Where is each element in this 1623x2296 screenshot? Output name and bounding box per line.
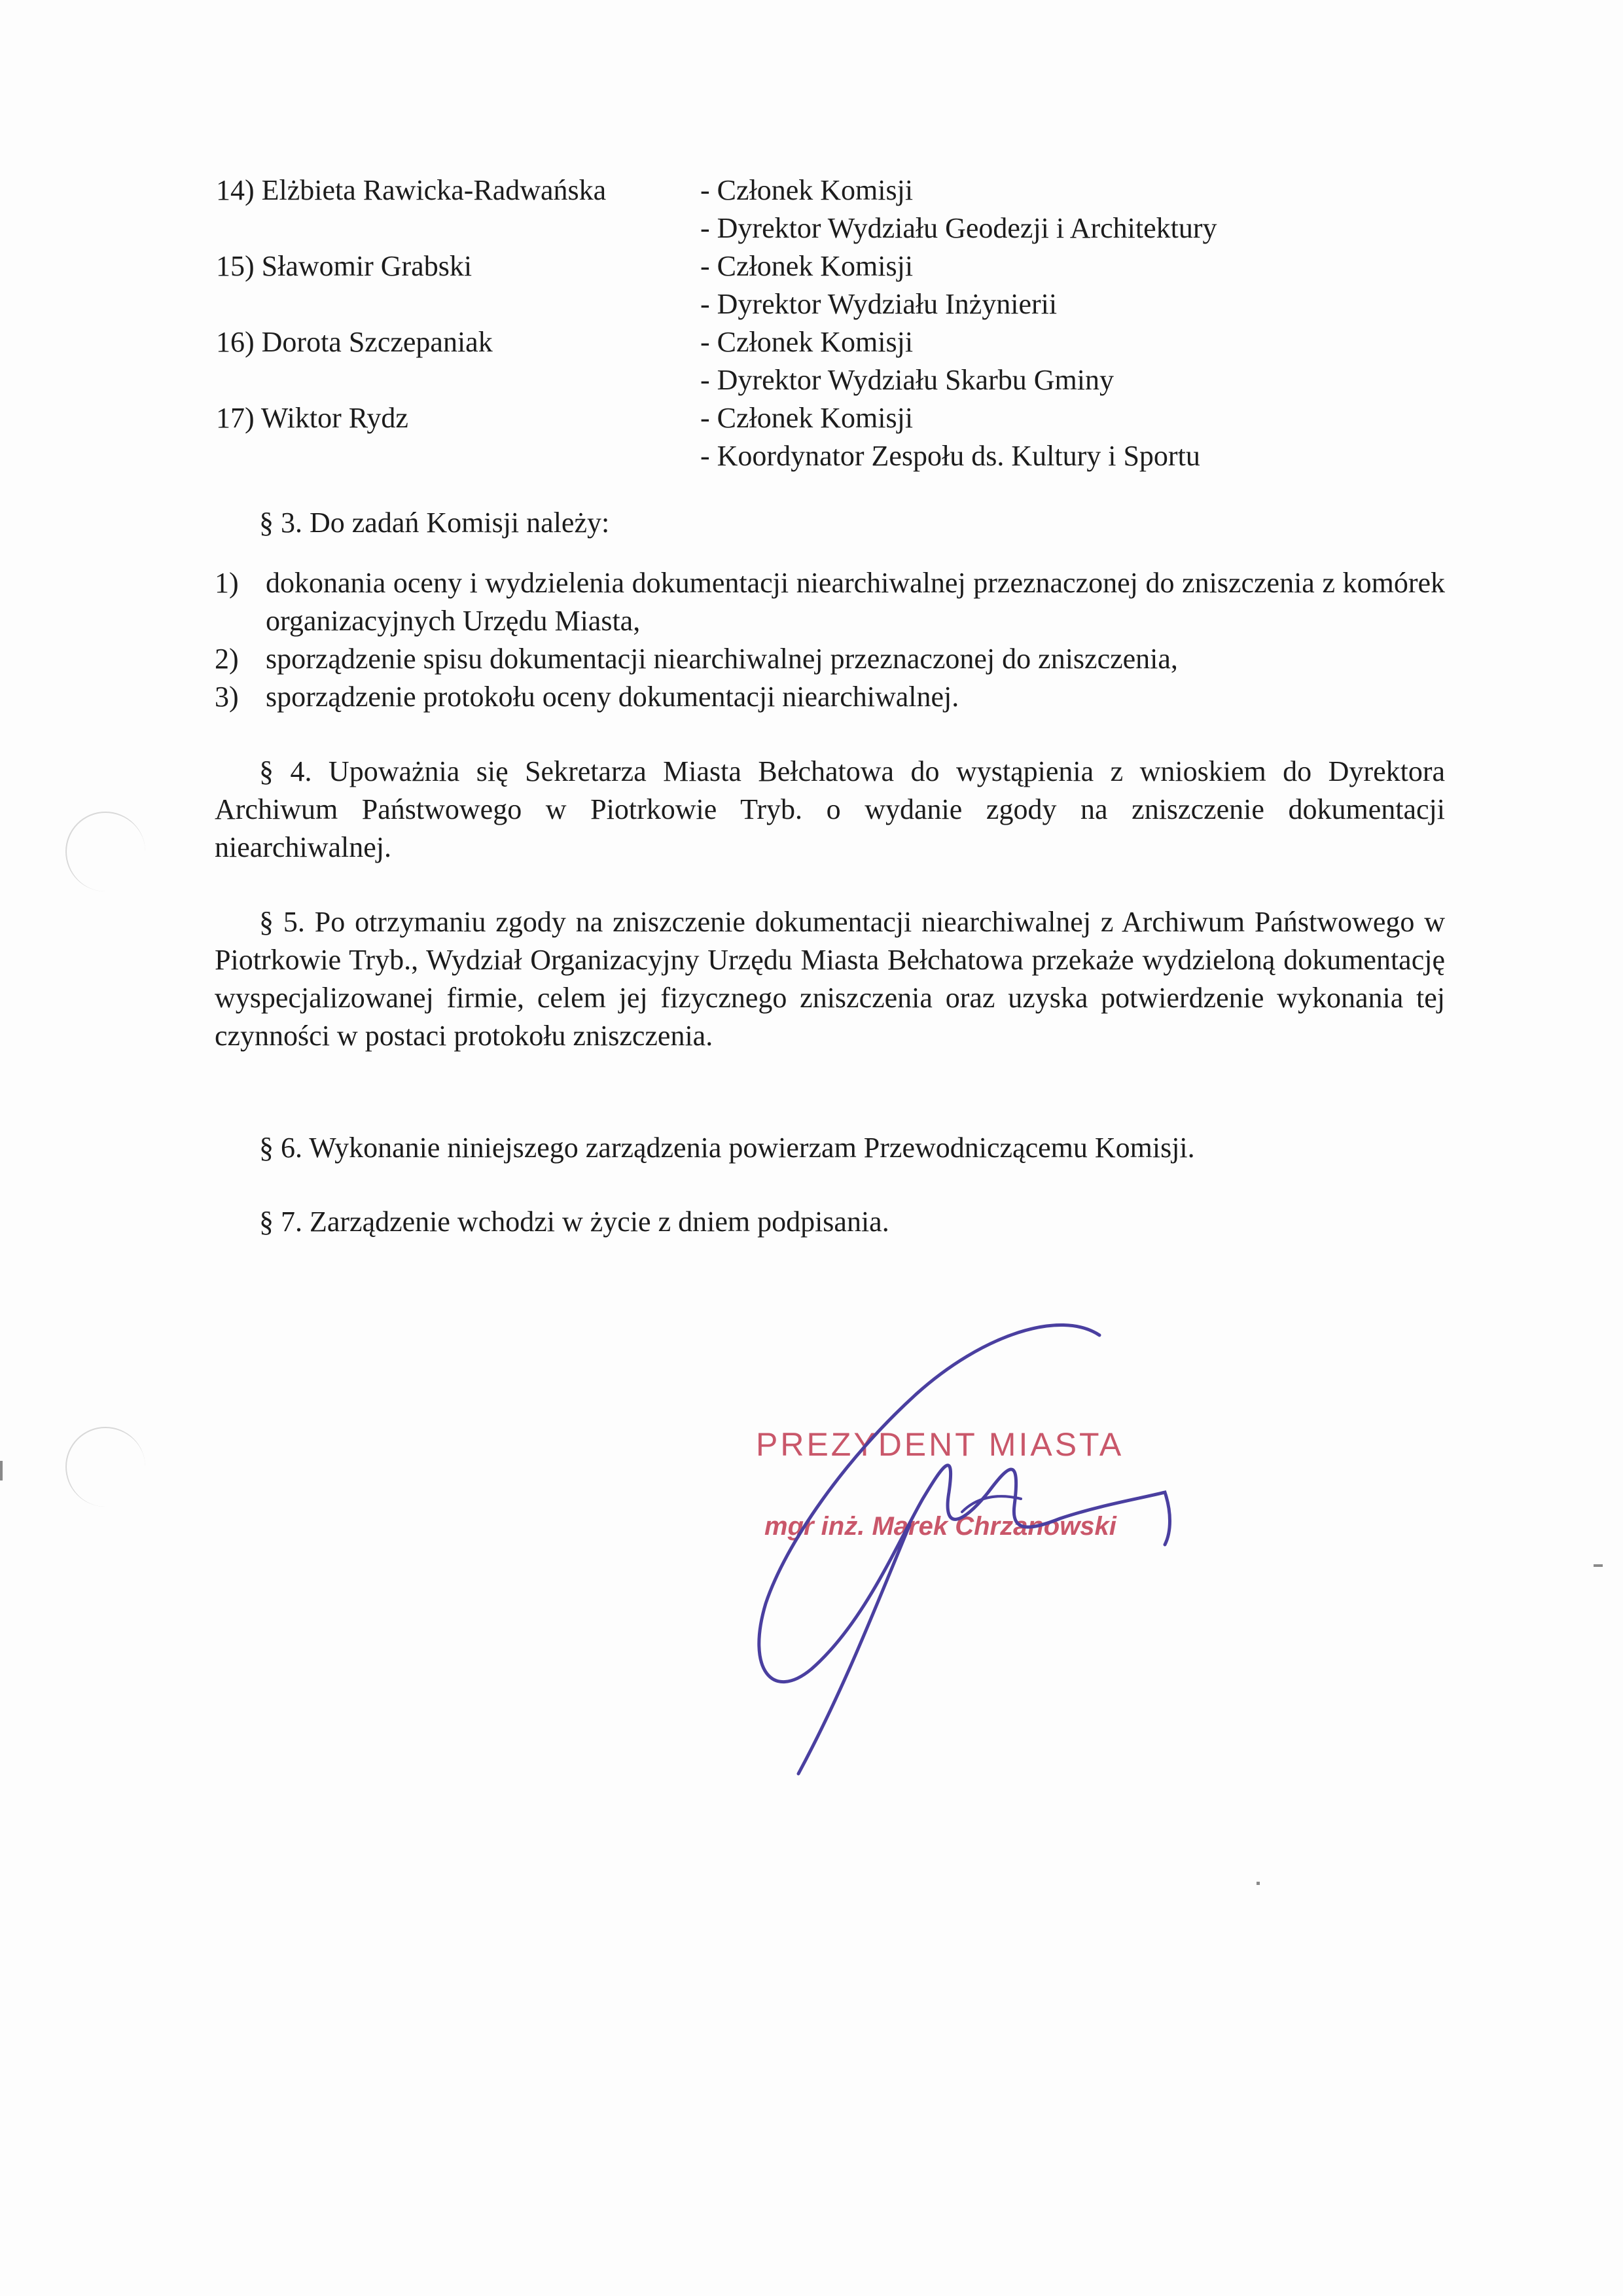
member-name: 14) Elżbieta Rawicka-Radwańska <box>216 174 607 206</box>
member-role: - Członek Komisji <box>700 402 914 434</box>
member-role: - Członek Komisji <box>700 174 914 206</box>
list-item <box>215 564 1445 640</box>
scan-speck <box>1594 1564 1603 1567</box>
member-row-cont <box>216 437 1329 475</box>
section-5 <box>215 903 1445 1055</box>
section-6 <box>215 1129 1445 1167</box>
member-role: - Dyrektor Wydziału Geodezji i Architektury <box>700 212 1217 244</box>
list-item <box>215 640 1445 678</box>
list-item <box>215 678 1445 716</box>
list-item-number: 3) <box>215 681 239 713</box>
member-row <box>216 323 1329 361</box>
member-name: 17) Wiktor Rydz <box>216 402 408 434</box>
section-4-text: § 4. Upoważnia się Sekretarza Miasta Bełchatowa do wystąpienia z wnioskiem do Dyrektora Archiwum Państwowego w Piotrkowie Tryb. o wydanie zgody na zniszczenie dokumentacji niearchiwalnej. <box>215 755 1445 863</box>
list-item-text: sporządzenie protokołu oceny dokumentacji niearchiwalnej. <box>266 681 959 713</box>
member-name: 16) Dorota Szczepaniak <box>216 326 493 358</box>
list-item-text: sporządzenie spisu dokumentacji niearchiwalnej przeznaczonej do zniszczenia, <box>266 643 1178 675</box>
section-7 <box>215 1203 1445 1241</box>
member-role: - Dyrektor Wydziału Skarbu Gminy <box>700 364 1114 396</box>
member-row <box>216 171 1329 209</box>
commission-members-list <box>216 171 1329 475</box>
section-7-text: § 7. Zarządzenie wchodzi w życie z dniem podpisania. <box>259 1206 889 1238</box>
list-item-number: 2) <box>215 643 239 675</box>
member-name: 15) Sławomir Grabski <box>216 250 473 282</box>
member-row-cont <box>216 361 1329 399</box>
member-role: - Członek Komisji <box>700 326 914 358</box>
list-item-text: dokonania oceny i wydzielenia dokumentacji niearchiwalnej przeznaczonej do zniszczenia z komórek organizacyjnych Urzędu Miasta, <box>266 567 1445 637</box>
stamp-title: PREZYDENT MIASTA <box>756 1426 1124 1463</box>
section-3-heading-block <box>215 504 1445 542</box>
scan-speck <box>1257 1882 1260 1885</box>
stamp-name: mgr inż. Marek Chrzanowski <box>764 1512 1116 1541</box>
member-role: - Członek Komisji <box>700 250 914 282</box>
punch-hole-decoration <box>65 812 145 891</box>
scan-speck <box>0 1461 3 1480</box>
member-role: - Dyrektor Wydziału Inżynierii <box>700 288 1058 320</box>
section-4 <box>215 753 1445 867</box>
member-row <box>216 247 1329 285</box>
list-item-number: 1) <box>215 567 239 599</box>
member-row-cont <box>216 285 1329 323</box>
member-row-cont <box>216 209 1329 247</box>
section-5-text: § 5. Po otrzymaniu zgody na zniszczenie dokumentacji niearchiwalnej z Archiwum Państwowego w Piotrkowie Tryb., Wydział Organizacyjny Urzędu Miasta Bełchatowa przekaże wydzieloną dokumentację wyspecjalizowanej firmie, celem jej fizycznego zniszczenia oraz uzyska potwierdzenie wykonania tej czynności w postaci protokołu zniszczenia. <box>215 906 1445 1052</box>
section-3-heading: § 3. Do zadań Komisji należy: <box>259 507 610 539</box>
punch-hole-decoration <box>65 1427 145 1507</box>
member-role: - Koordynator Zespołu ds. Kultury i Sportu <box>700 440 1200 472</box>
signature-icon <box>746 1296 1204 1806</box>
member-row <box>216 399 1329 437</box>
section-6-text: § 6. Wykonanie niniejszego zarządzenia powierzam Przewodniczącemu Komisji. <box>259 1132 1195 1164</box>
section-3-list <box>215 564 1445 716</box>
